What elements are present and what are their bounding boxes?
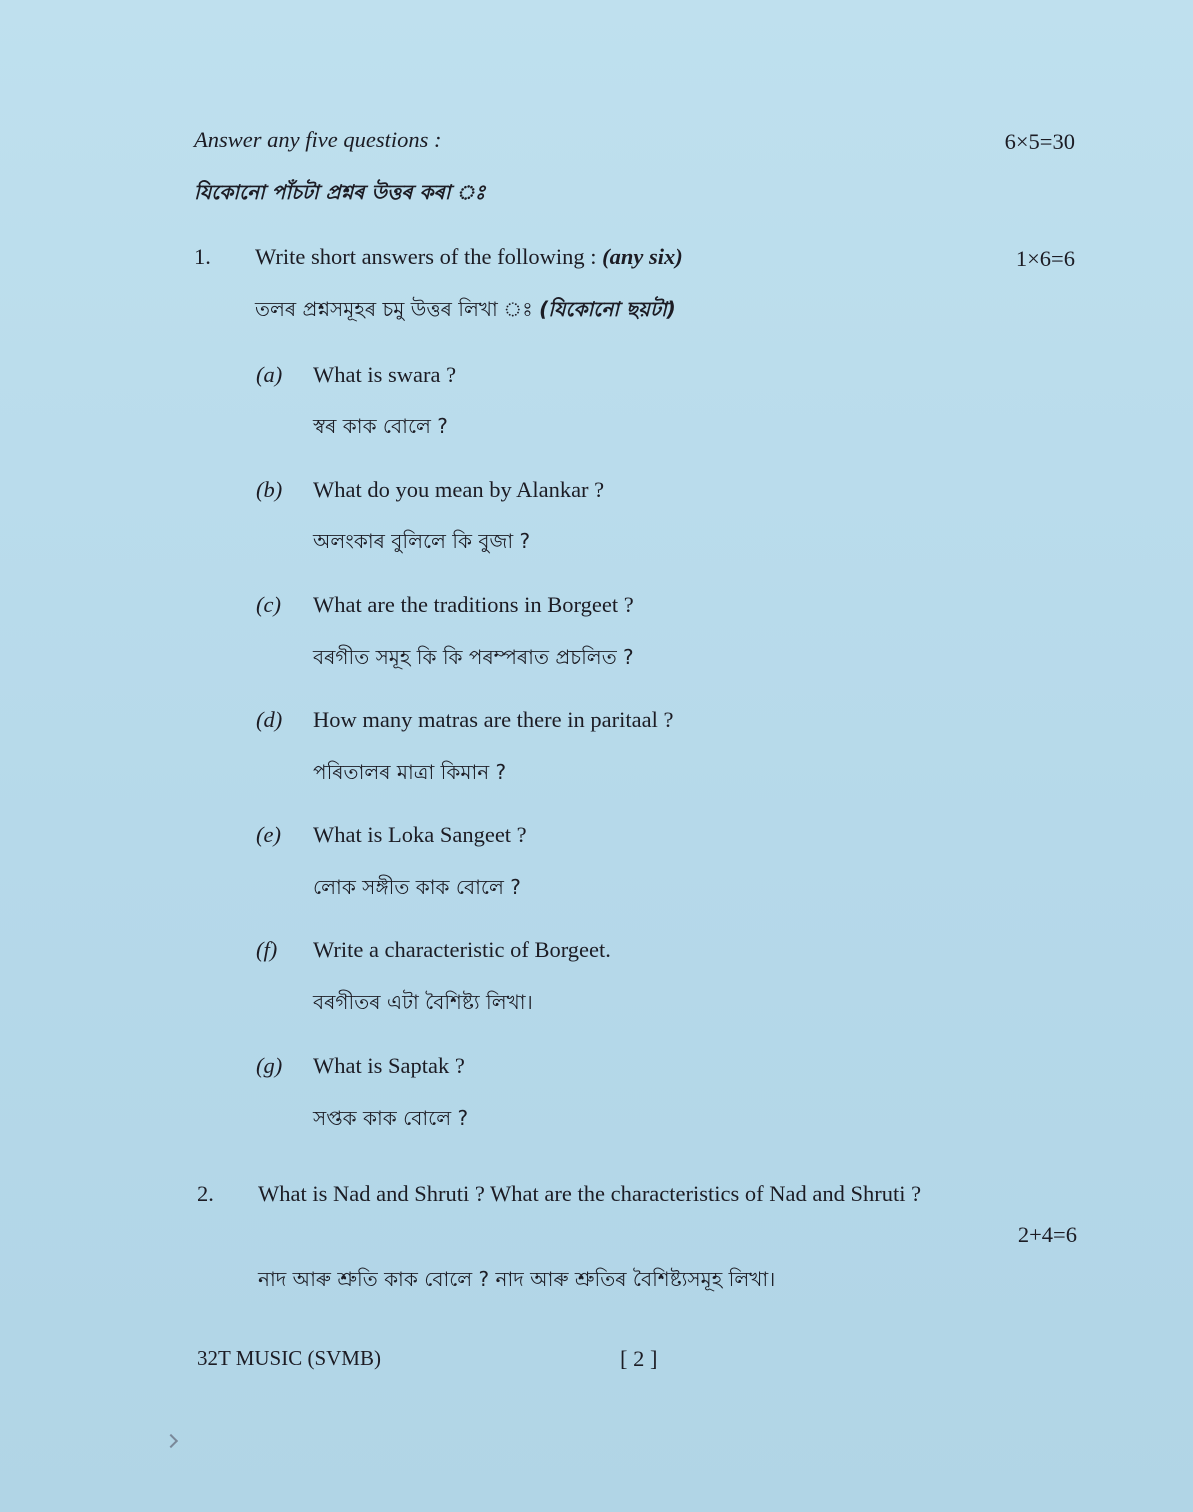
question-number: 2. (197, 1181, 214, 1206)
question-text-english: What is Nad and Shruti ? What are the characteristics of Nad and Shruti ? (258, 1181, 922, 1206)
subquestion-assamese: স্বৰ কাক বোলে ? (313, 414, 448, 438)
subquestion-english: What is Loka Sangeet ? (313, 822, 527, 847)
subquestion-english: What is swara ? (313, 362, 457, 387)
question-text: Write short answers of the following : (255, 244, 603, 269)
question-marks: 1×6=6 (1015, 246, 1075, 271)
subquestion-label: (b) (256, 477, 283, 502)
subquestion-assamese: লোক সঙ্গীত কাক বোলে ? (313, 875, 521, 899)
question-text-assamese (255, 295, 676, 328)
subquestion-english: How many matras are there in paritaal ? (313, 707, 674, 732)
question-emphasis: (any six) (602, 244, 683, 269)
subquestion-english: Write a characteristic of Borgeet. (313, 937, 611, 962)
question-number: 1. (194, 244, 211, 269)
instruction-english: Answer any five questions : (194, 127, 442, 152)
subquestion-english: What are the traditions in Borgeet ? (313, 592, 634, 617)
subquestion-assamese: বৰগীত সমূহ কি কি পৰম্পৰাত প্ৰচলিত ? (313, 645, 634, 669)
question-text-assamese: নাদ আৰু শ্ৰুতি কাক বোলে ? নাদ আৰু শ্ৰুতিৰ বৈশিষ্ট্যসমূহ লিখা। (258, 1267, 776, 1291)
stray-mark (164, 1434, 178, 1448)
paper-code: 32T MUSIC (SVMB) (197, 1346, 381, 1370)
subquestion-label: (f) (256, 937, 278, 962)
subquestion-label: (e) (256, 822, 281, 847)
subquestion-label: (a) (256, 362, 283, 387)
subquestion-label: (d) (256, 707, 283, 732)
question-emphasis: (যিকোনো ছয়টা) (539, 297, 676, 321)
subquestion-assamese: সপ্তক কাক বোলে ? (313, 1106, 469, 1130)
subquestion-english: What do you mean by Alankar ? (313, 477, 605, 502)
subquestion-label: (g) (256, 1053, 283, 1078)
instruction-assamese: যিকোনো পাঁচটা প্ৰশ্নৰ উত্তৰ কৰা ঃ (194, 180, 486, 204)
subquestion-english: What is Saptak ? (313, 1053, 465, 1078)
page-number: [ 2 ] (620, 1346, 658, 1371)
subquestion-assamese: পৰিতালৰ মাত্ৰা কিমান ? (313, 760, 507, 784)
subquestion-assamese: বৰগীতৰ এটা বৈশিষ্ট্য লিখা। (313, 990, 533, 1014)
subquestion-label: (c) (256, 592, 281, 617)
total-marks: 6×5=30 (1004, 129, 1075, 154)
show-through-line (800, 165, 807, 195)
question-text: তলৰ প্ৰশ্নসমূহৰ চমু উত্তৰ লিখা ঃ (255, 297, 540, 321)
subquestion-assamese: অলংকাৰ বুলিলে কি বুজা ? (313, 529, 531, 553)
question-marks: 2+4=6 (1017, 1222, 1077, 1247)
question-text-english (255, 244, 683, 270)
